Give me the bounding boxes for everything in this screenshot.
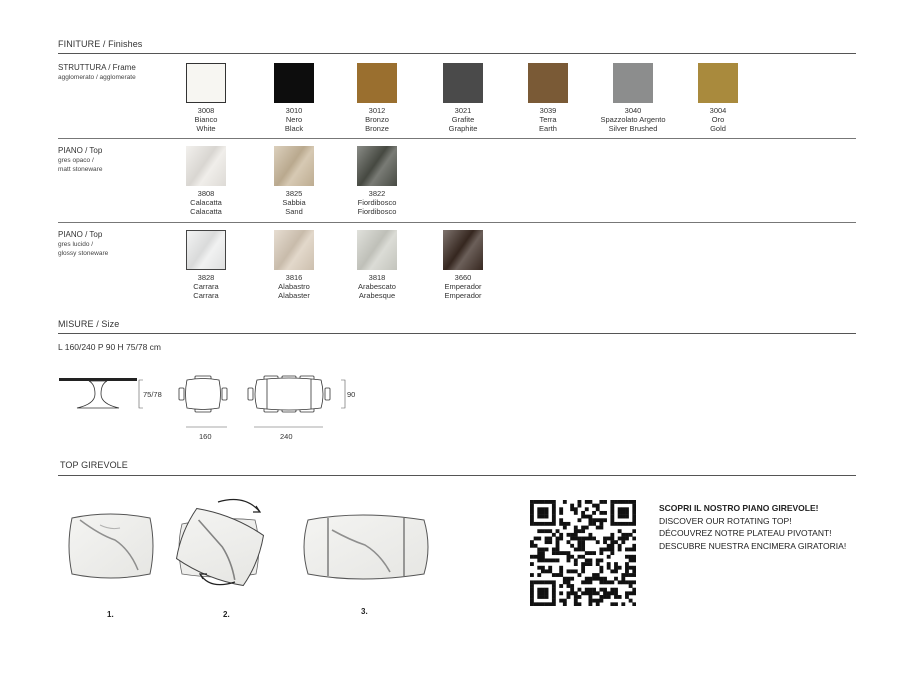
swatch-color bbox=[186, 63, 226, 103]
swatch-color bbox=[443, 63, 483, 103]
swatch-name-en: Bronze bbox=[365, 124, 389, 133]
row-subtitle: gres lucido / bbox=[58, 241, 94, 248]
swatch-name-it: Carrara bbox=[193, 282, 219, 291]
swatch-color bbox=[613, 63, 653, 103]
height-label: 75/78 bbox=[143, 390, 162, 399]
row-subtitle: glossy stoneware bbox=[58, 250, 109, 257]
table-closed-top-view-icon bbox=[179, 376, 227, 412]
swatch-color bbox=[186, 146, 226, 186]
divider bbox=[58, 53, 856, 54]
swatch-color bbox=[274, 146, 314, 186]
swatch-code: 3039 bbox=[539, 106, 557, 115]
step-1-label: 1. bbox=[107, 610, 114, 619]
width-closed-label: 160 bbox=[199, 432, 212, 441]
swatch-name-it: Sabbia bbox=[282, 198, 306, 207]
swatch-name-en: Calacatta bbox=[190, 207, 222, 216]
row-subtitle: agglomerato / agglomerate bbox=[58, 74, 136, 81]
swatch-color bbox=[274, 230, 314, 270]
step-3-label: 3. bbox=[361, 607, 368, 616]
swatch-name-en: Black bbox=[284, 124, 304, 133]
swatch-3660[interactable] bbox=[408, 230, 518, 300]
swatch-name-it: Grafite bbox=[451, 115, 475, 124]
swatch-name-it: Arabescato bbox=[358, 282, 396, 291]
swatch-color bbox=[443, 230, 483, 270]
row-subtitle: gres opaco / bbox=[58, 157, 94, 164]
row-title: STRUTTURA / Frame bbox=[58, 63, 136, 72]
closed-top-icon bbox=[69, 514, 153, 578]
row-title: PIANO / Top bbox=[58, 146, 103, 155]
swatch-code: 3828 bbox=[197, 273, 215, 282]
swatch-color bbox=[528, 63, 568, 103]
swatch-code: 3808 bbox=[197, 189, 215, 198]
swatch-code: 3822 bbox=[368, 189, 386, 198]
swatch-name-it: Terra bbox=[539, 115, 557, 124]
finishes-title: FINITURE / Finishes bbox=[58, 39, 143, 49]
swatch-name-en: Alabaster bbox=[278, 291, 310, 300]
open-top-icon bbox=[304, 515, 428, 579]
swatch-name-en: Arabesque bbox=[358, 291, 396, 300]
rotating-top-illustration bbox=[60, 490, 440, 600]
table-open-top-view-icon bbox=[248, 376, 330, 412]
swatch-name-en: Gold bbox=[710, 124, 726, 133]
swatch-3822[interactable] bbox=[322, 146, 432, 216]
dimensions-text: L 160/240 P 90 H 75/78 cm bbox=[58, 342, 162, 352]
swatch-name-it: Bronzo bbox=[365, 115, 389, 124]
cta-line-fr: DÉCOUVREZ NOTRE PLATEAU PIVOTANT! bbox=[659, 528, 832, 538]
divider bbox=[58, 222, 856, 223]
swatch-color bbox=[186, 230, 226, 270]
depth-label: 90 bbox=[347, 390, 356, 399]
swatch-color bbox=[357, 146, 397, 186]
swatch-code: 3012 bbox=[368, 106, 386, 115]
swatch-name-en: Fiordibosco bbox=[357, 207, 397, 216]
rotating-top-cta bbox=[659, 502, 869, 552]
cta-line-es: DESCUBRE NUESTRA ENCIMERA GIRATORIA! bbox=[659, 540, 847, 551]
swatch-name-it: Bianco bbox=[194, 115, 218, 124]
swatch-name-en: Silver Brushed bbox=[608, 124, 658, 133]
step-2-label: 2. bbox=[223, 610, 230, 619]
swatch-color bbox=[698, 63, 738, 103]
swatch-name-it: Alabastro bbox=[278, 282, 310, 291]
swatch-name-en: Sand bbox=[285, 207, 303, 216]
swatch-name-it: Oro bbox=[711, 115, 725, 124]
swatch-name-en: Earth bbox=[539, 124, 557, 133]
row-subtitle: matt stoneware bbox=[58, 166, 103, 173]
swatch-code: 3816 bbox=[285, 273, 303, 282]
swatch-name-it: Calacatta bbox=[190, 198, 222, 207]
divider bbox=[58, 138, 856, 139]
divider bbox=[58, 475, 856, 476]
swatch-name-it: Nero bbox=[285, 115, 303, 124]
size-diagram bbox=[55, 370, 375, 445]
row-title: PIANO / Top bbox=[58, 230, 103, 239]
swatch-code: 3008 bbox=[197, 106, 215, 115]
rotating-top-title: TOP GIREVOLE bbox=[60, 460, 128, 470]
width-open-label: 240 bbox=[280, 432, 293, 441]
rotating-top-icon bbox=[172, 504, 268, 591]
swatch-3004[interactable] bbox=[663, 63, 773, 133]
swatch-code: 3825 bbox=[285, 189, 303, 198]
qr-code-icon[interactable] bbox=[530, 500, 636, 606]
cta-line-en: DISCOVER OUR ROTATING TOP! bbox=[659, 515, 792, 526]
swatch-color bbox=[357, 230, 397, 270]
swatch-code: 3040 bbox=[624, 106, 642, 115]
swatch-color bbox=[274, 63, 314, 103]
table-side-view-icon bbox=[59, 378, 137, 408]
cta-line-it: SCOPRI IL NOSTRO PIANO GIREVOLE! bbox=[659, 503, 819, 513]
swatch-code: 3660 bbox=[454, 273, 472, 282]
sizes-title: MISURE / Size bbox=[58, 319, 120, 329]
swatch-name-it: Emperador bbox=[444, 282, 482, 291]
swatch-color bbox=[357, 63, 397, 103]
swatch-name-it: Spazzolato Argento bbox=[600, 115, 666, 124]
swatch-name-en: Emperador bbox=[444, 291, 482, 300]
swatch-code: 3818 bbox=[368, 273, 386, 282]
divider bbox=[58, 333, 856, 334]
swatch-name-en: Graphite bbox=[448, 124, 478, 133]
swatch-name-it: Fiordibosco bbox=[357, 198, 397, 207]
swatch-code: 3021 bbox=[454, 106, 472, 115]
swatch-name-en: Carrara bbox=[193, 291, 219, 300]
swatch-code: 3004 bbox=[709, 106, 727, 115]
swatch-name-en: White bbox=[196, 124, 216, 133]
swatch-code: 3010 bbox=[285, 106, 303, 115]
